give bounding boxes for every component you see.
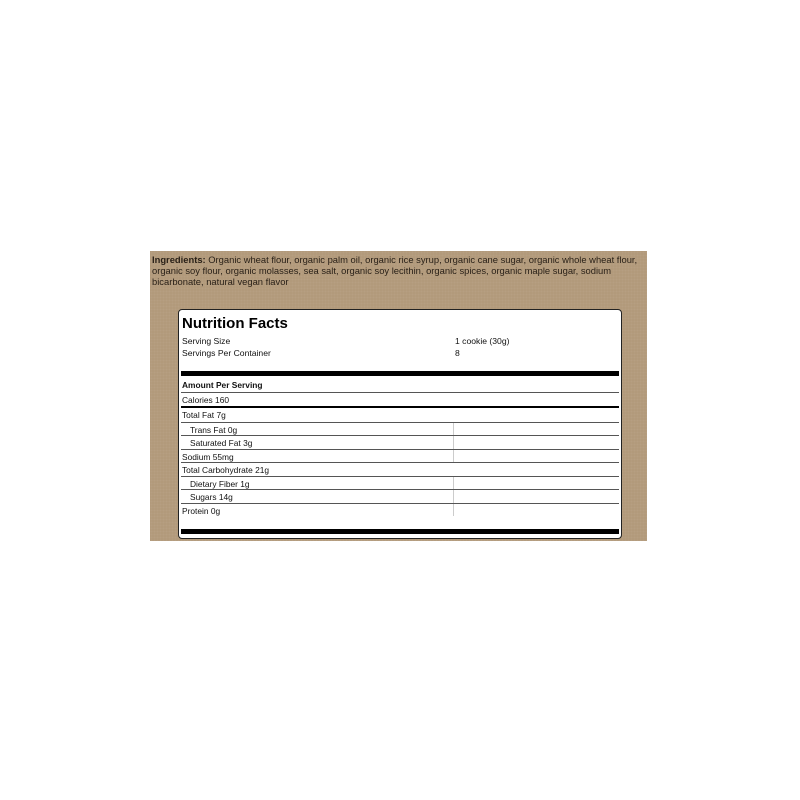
row-divider <box>453 490 454 503</box>
serving-size-label: Serving Size <box>182 336 231 346</box>
nutrient-row-dietary-fiber <box>181 476 619 490</box>
nutrition-facts-title: Nutrition Facts <box>182 315 288 332</box>
row-divider <box>453 450 454 463</box>
nutrient-label: Dietary Fiber 1g <box>190 478 250 489</box>
nutrient-row-total-carbohydrate <box>181 462 619 476</box>
bottom-thick-divider <box>181 529 619 534</box>
nutrient-label: Saturated Fat 3g <box>190 438 253 448</box>
ingredients-heading: Ingredients: <box>152 254 206 265</box>
row-divider <box>453 504 454 517</box>
nutrition-facts-label <box>178 309 622 539</box>
serving-size-value: 1 cookie (30g) <box>455 336 510 346</box>
amount-per-serving-row <box>181 378 619 392</box>
calories-row <box>181 392 619 406</box>
row-divider <box>453 423 454 436</box>
nutrient-row-saturated-fat <box>181 435 619 449</box>
row-divider <box>453 436 454 449</box>
row-divider <box>453 477 454 490</box>
ingredients-text <box>152 254 642 287</box>
calories: Calories 160 <box>182 394 230 405</box>
nutrient-label: Sugars 14g <box>190 492 233 502</box>
nutrition-rows <box>181 378 619 516</box>
nutrient-label: Protein 0g <box>182 505 221 516</box>
nutrient-label: Total Carbohydrate 21g <box>182 465 270 475</box>
nutrient-label: Total Fat 7g <box>182 410 226 420</box>
nutrient-row-total-fat <box>181 408 619 422</box>
nutrient-label: Sodium 55mg <box>182 451 234 462</box>
servings-per-container-label: Servings Per Container <box>182 348 271 358</box>
nutrient-label: Trans Fat 0g <box>190 424 238 435</box>
nutrient-row-protein <box>181 503 619 517</box>
servings-per-container-value: 8 <box>455 348 460 358</box>
nutrient-row-trans-fat <box>181 422 619 436</box>
thick-divider <box>181 371 619 376</box>
amount-per-serving: Amount Per Serving <box>182 380 263 390</box>
nutrient-row-sugars <box>181 489 619 503</box>
ingredients-list: Organic wheat flour, organic palm oil, organic rice syrup, organic cane sugar, organic whole wheat flour, organic soy flour, organic molasses, sea salt, organic soy lecithin, organic spices, organic maple sugar, sodium bicarbonate, natural vegan flavor <box>152 254 638 287</box>
nutrient-row-sodium <box>181 449 619 463</box>
ingredients-panel <box>150 251 647 541</box>
